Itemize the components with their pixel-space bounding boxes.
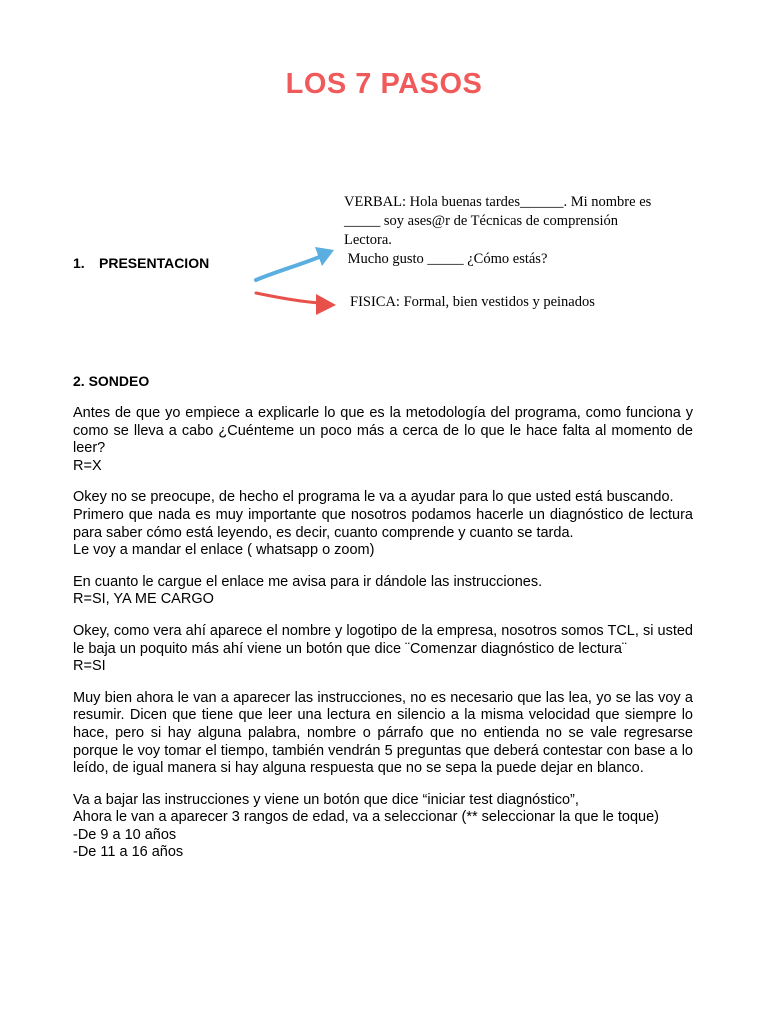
sondeo-body [73,405,693,876]
verbal-line: _____ soy ases@r de Técnicas de comprensión [344,213,619,229]
blue-arrow-icon [256,247,334,280]
section-heading-label: PRESENTACION [99,255,210,271]
text-line: R=SI [73,658,106,675]
paragraph [73,574,693,609]
text-line: -De 9 a 10 años [73,826,177,843]
text-line: Ahora le van a aparecer 3 rangos de edad, va a seleccionar (** seleccionar la que le toque) [73,809,660,826]
text-line: En cuanto le cargue el enlace me avisa para ir dándole las instrucciones. [73,573,543,590]
verbal-line: VERBAL: Hola buenas tardes______. Mi nombre es [344,194,652,210]
text-line: Okey no se preocupe, de hecho el programa le va a ayudar para lo que usted está buscando. [73,489,674,506]
paragraph [73,792,693,862]
text-line: Antes de que yo empiece a explicarle lo que es la metodología del programa, como funciona y como se lleva a cabo ¿Cuénteme un poco más a cerca de lo que le hace falta al momento de leer? [73,405,693,457]
text-line: -De 11 a 16 años [73,844,184,861]
paragraph [73,690,693,778]
section-sondeo-heading: 2. SONDEO [73,373,150,389]
section-presentacion-heading [73,255,209,271]
text-line: Okey, como vera ahí aparece el nombre y logotipo de la empresa, nosotros somos TCL, si usted le baja un poquito más ahí viene un botón que dice ¨Comenzar diagnóstico de lectura¨ [73,622,693,657]
text-line: Va a bajar las instrucciones y viene un botón que dice “iniciar test diagnóstico”, [73,791,579,808]
verbal-note [344,193,684,269]
paragraph [73,623,693,676]
text-line: R=X [73,457,102,474]
section-number: 1. [73,255,85,271]
text-line: Le voy a mandar el enlace ( whatsapp o zoom) [73,542,375,559]
fisica-note: FISICA: Formal, bien vestidos y peinados [350,294,595,310]
paragraph [73,405,693,475]
page-title: LOS 7 PASOS [285,68,483,100]
red-arrow-icon [256,293,336,315]
arrows-diagram [240,230,350,330]
paragraph [73,489,693,559]
text-line: Muy bien ahora le van a aparecer las instrucciones, no es necesario que las lea, yo se las voy a resumir. Dicen que tiene que leer una lectura en silencio a la misma velocidad que siempre lo hace, pero si hay alguna palabra, nombre o párrafo que no entienda no se vale regresarse porque le voy tomar el tiempo, también vendrán 5 preguntas que deberá contestar con base a lo leído, de igual manera si hay alguna respuesta que no se sepa la puede dejar en blanco. [73,689,693,777]
verbal-line: Lectora. [344,232,392,248]
text-line: R=SI, YA ME CARGO [73,591,214,608]
verbal-line: Mucho gusto _____ ¿Cómo estás? [344,251,548,267]
text-line: Primero que nada es muy importante que nosotros podamos hacerle un diagnóstico de lectura para saber cómo está leyendo, es decir, cuanto comprende y cuanto se tarda. [73,506,693,541]
